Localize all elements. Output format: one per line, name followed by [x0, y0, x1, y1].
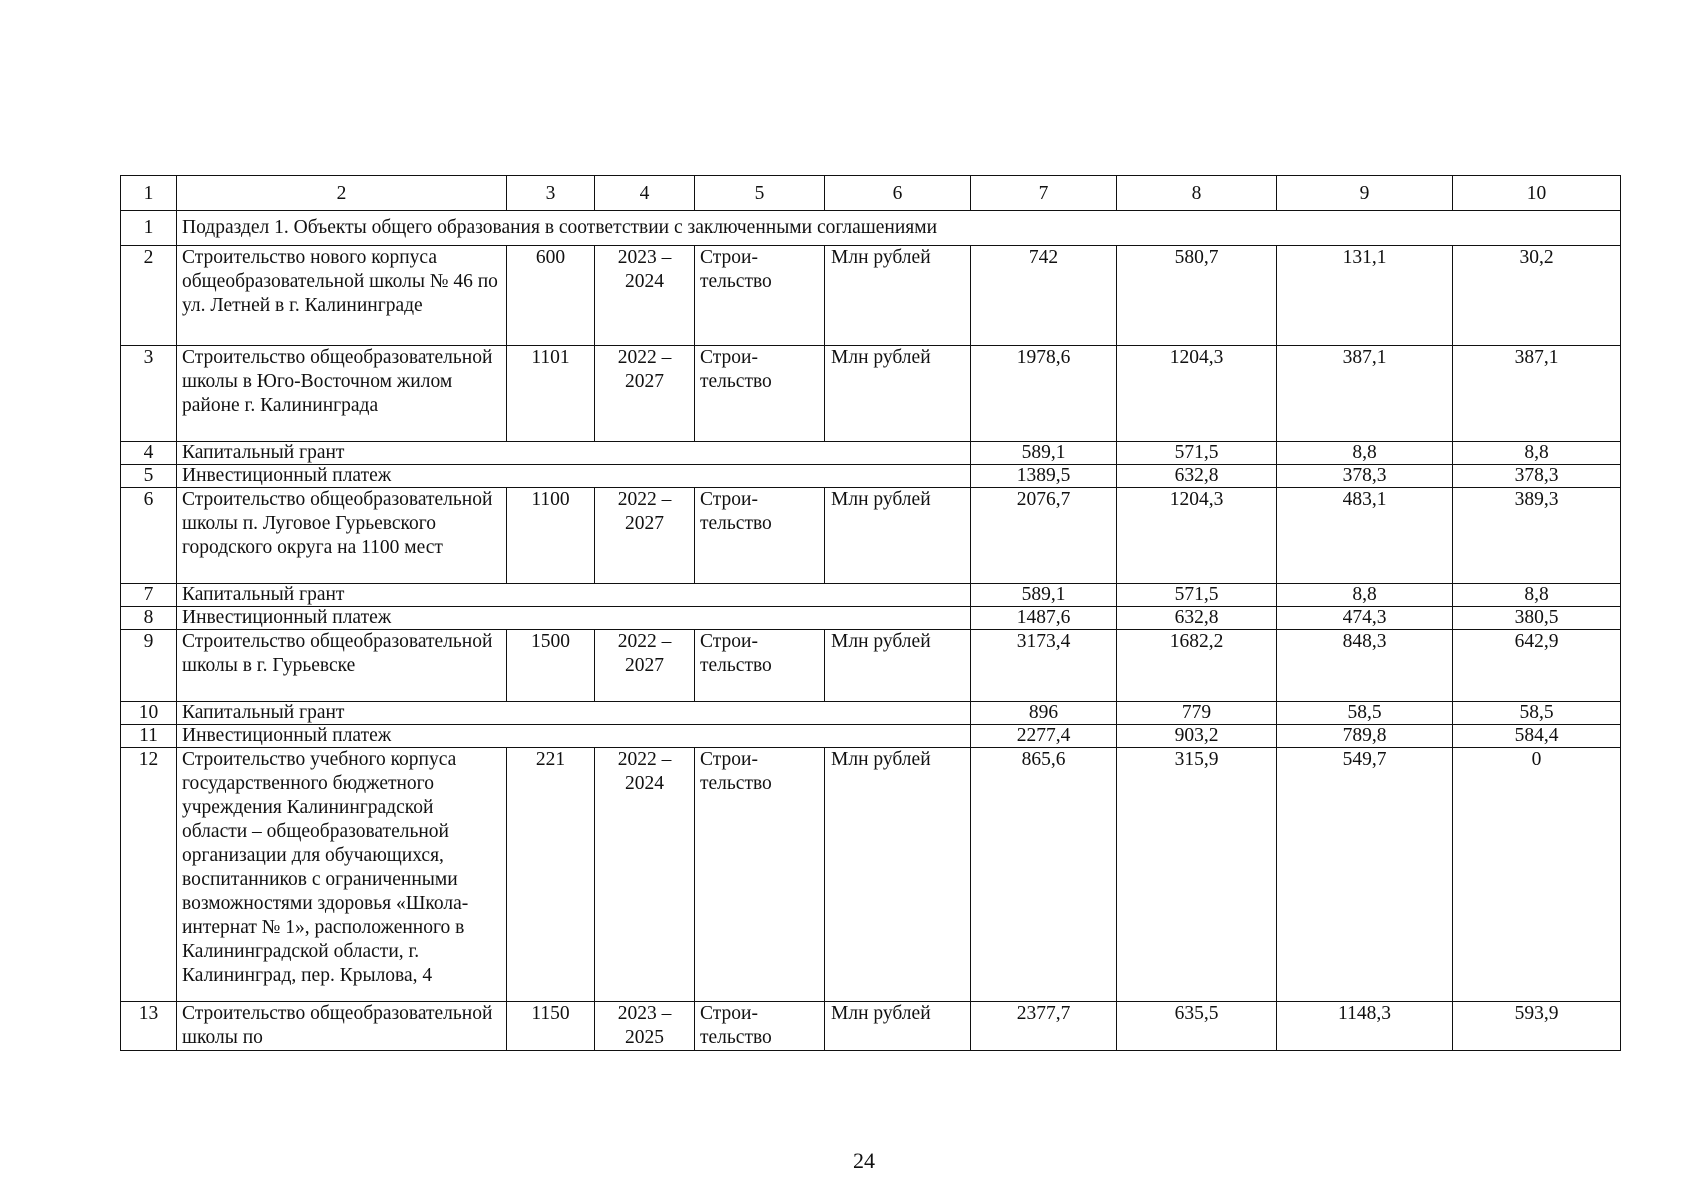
work-type: Строи-тельство — [695, 488, 825, 584]
value-col-10: 380,5 — [1453, 607, 1621, 630]
table-body — [121, 176, 1621, 1051]
data-table — [120, 175, 1621, 1051]
object-name: Строительство общеобразовательной школы п. Луговое Гурьевского городского округа на 1100 мест — [177, 488, 507, 584]
finance-type: Инвестиционный платеж — [177, 607, 971, 630]
table-row — [121, 1002, 1621, 1051]
value-col-7: 865,6 — [971, 748, 1117, 1002]
table-row — [121, 748, 1621, 1002]
table-row — [121, 702, 1621, 725]
value-col-9: 1148,3 — [1277, 1002, 1453, 1051]
value-col-9: 8,8 — [1277, 584, 1453, 607]
page-number: 24 — [853, 1148, 875, 1173]
value-col-10: 378,3 — [1453, 465, 1621, 488]
value-col-7: 1978,6 — [971, 346, 1117, 442]
value-col-8: 571,5 — [1117, 442, 1277, 465]
value-col-9: 58,5 — [1277, 702, 1453, 725]
row-number: 13 — [121, 1002, 177, 1051]
work-type: Строи-тельство — [695, 748, 825, 1002]
table-row — [121, 465, 1621, 488]
unit: Млн рублей — [825, 488, 971, 584]
value-col-8: 635,5 — [1117, 1002, 1277, 1051]
finance-type: Инвестиционный платеж — [177, 725, 971, 748]
value-col-8: 903,2 — [1117, 725, 1277, 748]
value-col-10: 0 — [1453, 748, 1621, 1002]
row-number: 2 — [121, 246, 177, 346]
capacity: 600 — [507, 246, 595, 346]
value-col-10: 389,3 — [1453, 488, 1621, 584]
value-col-8: 1682,2 — [1117, 630, 1277, 702]
value-col-8: 779 — [1117, 702, 1277, 725]
value-col-10: 387,1 — [1453, 346, 1621, 442]
value-col-10: 642,9 — [1453, 630, 1621, 702]
value-col-10: 8,8 — [1453, 584, 1621, 607]
object-name: Строительство учебного корпуса государственного бюджетного учреждения Калининградской области – общеобразовательной организации для обучающихся, воспитанников с ограниченными возможностями здоровья «Школа-интернат № 1», расположенного в Калининградской области, г. Калининград, пер. Крылова, 4 — [177, 748, 507, 1002]
value-col-8: 1204,3 — [1117, 346, 1277, 442]
table-row — [121, 630, 1621, 702]
capacity: 221 — [507, 748, 595, 1002]
value-col-10: 593,9 — [1453, 1002, 1621, 1051]
finance-type: Капитальный грант — [177, 442, 971, 465]
column-number-row — [121, 176, 1621, 211]
row-number: 5 — [121, 465, 177, 488]
capacity: 1101 — [507, 346, 595, 442]
table-row — [121, 725, 1621, 748]
finance-type: Инвестиционный платеж — [177, 465, 971, 488]
value-col-9: 549,7 — [1277, 748, 1453, 1002]
unit: Млн рублей — [825, 630, 971, 702]
value-col-10: 30,2 — [1453, 246, 1621, 346]
object-name: Строительство общеобразовательной школы по — [177, 1002, 507, 1051]
value-col-9: 8,8 — [1277, 442, 1453, 465]
work-type: Строи-тельство — [695, 246, 825, 346]
column-number: 5 — [695, 176, 825, 211]
period: 2022 – 2027 — [595, 630, 695, 702]
column-number: 10 — [1453, 176, 1621, 211]
value-col-7: 2277,4 — [971, 725, 1117, 748]
value-col-8: 571,5 — [1117, 584, 1277, 607]
row-number: 12 — [121, 748, 177, 1002]
value-col-9: 789,8 — [1277, 725, 1453, 748]
subsection-title: Подраздел 1. Объекты общего образования в соответствии с заключенными соглашениями — [177, 211, 1621, 246]
value-col-8: 315,9 — [1117, 748, 1277, 1002]
column-number: 9 — [1277, 176, 1453, 211]
period: 2022 – 2027 — [595, 488, 695, 584]
unit: Млн рублей — [825, 748, 971, 1002]
object-name: Строительство общеобразовательной школы в Юго-Восточном жилом районе г. Калининграда — [177, 346, 507, 442]
subsection-row — [121, 211, 1621, 246]
row-number: 3 — [121, 346, 177, 442]
column-number: 6 — [825, 176, 971, 211]
column-number: 3 — [507, 176, 595, 211]
value-col-7: 742 — [971, 246, 1117, 346]
value-col-9: 483,1 — [1277, 488, 1453, 584]
column-number: 4 — [595, 176, 695, 211]
table-row — [121, 488, 1621, 584]
column-number: 2 — [177, 176, 507, 211]
value-col-10: 584,4 — [1453, 725, 1621, 748]
row-number: 6 — [121, 488, 177, 584]
work-type: Строи-тельство — [695, 346, 825, 442]
value-col-7: 2076,7 — [971, 488, 1117, 584]
period: 2023 – 2025 — [595, 1002, 695, 1051]
value-col-8: 1204,3 — [1117, 488, 1277, 584]
value-col-9: 474,3 — [1277, 607, 1453, 630]
value-col-9: 131,1 — [1277, 246, 1453, 346]
capacity: 1150 — [507, 1002, 595, 1051]
row-number: 11 — [121, 725, 177, 748]
row-number: 4 — [121, 442, 177, 465]
unit: Млн рублей — [825, 346, 971, 442]
value-col-10: 8,8 — [1453, 442, 1621, 465]
column-number: 1 — [121, 176, 177, 211]
value-col-10: 58,5 — [1453, 702, 1621, 725]
value-col-8: 580,7 — [1117, 246, 1277, 346]
row-number: 7 — [121, 584, 177, 607]
value-col-8: 632,8 — [1117, 465, 1277, 488]
unit: Млн рублей — [825, 246, 971, 346]
value-col-7: 589,1 — [971, 584, 1117, 607]
row-number: 10 — [121, 702, 177, 725]
value-col-7: 589,1 — [971, 442, 1117, 465]
value-col-9: 848,3 — [1277, 630, 1453, 702]
unit: Млн рублей — [825, 1002, 971, 1051]
value-col-8: 632,8 — [1117, 607, 1277, 630]
value-col-9: 378,3 — [1277, 465, 1453, 488]
work-type: Строи-тельство — [695, 1002, 825, 1051]
finance-type: Капитальный грант — [177, 702, 971, 725]
period: 2023 – 2024 — [595, 246, 695, 346]
value-col-7: 2377,7 — [971, 1002, 1117, 1051]
value-col-7: 3173,4 — [971, 630, 1117, 702]
capacity: 1500 — [507, 630, 595, 702]
table-row — [121, 584, 1621, 607]
work-type: Строи-тельство — [695, 630, 825, 702]
object-name: Строительство нового корпуса общеобразовательной школы № 46 по ул. Летней в г. Калининграде — [177, 246, 507, 346]
column-number: 8 — [1117, 176, 1277, 211]
row-number: 8 — [121, 607, 177, 630]
table-row — [121, 442, 1621, 465]
value-col-7: 896 — [971, 702, 1117, 725]
capacity: 1100 — [507, 488, 595, 584]
row-number: 1 — [121, 211, 177, 246]
period: 2022 – 2027 — [595, 346, 695, 442]
value-col-7: 1389,5 — [971, 465, 1117, 488]
finance-type: Капитальный грант — [177, 584, 971, 607]
row-number: 9 — [121, 630, 177, 702]
value-col-7: 1487,6 — [971, 607, 1117, 630]
table-row — [121, 246, 1621, 346]
value-col-9: 387,1 — [1277, 346, 1453, 442]
object-name: Строительство общеобразовательной школы в г. Гурьевске — [177, 630, 507, 702]
period: 2022 – 2024 — [595, 748, 695, 1002]
table-row — [121, 607, 1621, 630]
table-row — [121, 346, 1621, 442]
column-number: 7 — [971, 176, 1117, 211]
